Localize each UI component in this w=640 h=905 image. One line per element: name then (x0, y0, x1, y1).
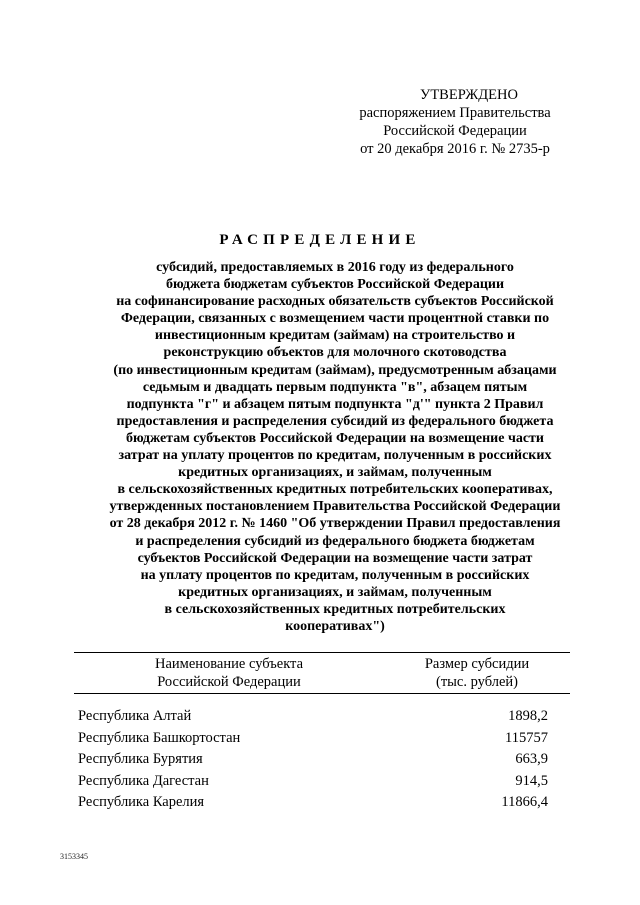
subsidy-value: 914,5 (515, 772, 548, 789)
header-subsidy-amount (384, 655, 570, 691)
region-name: Республика Алтай (78, 708, 192, 725)
subtitle-line: бюджетам субъектов Российской Федерации на возмещение части (126, 430, 544, 446)
subtitle-line: кредитных организациях, и займам, полученным (178, 465, 492, 481)
subtitle-line: и распределения субсидий из федерального бюджета бюджетам (135, 533, 535, 549)
subtitle-line: затрат на уплату процентов по кредитам, полученным в российских (118, 448, 552, 464)
table-row (74, 792, 570, 814)
subtitle-line: утвержденных постановлением Правительства Российской Федерации (109, 499, 561, 515)
subtitle-line: инвестиционным кредитам (займам) на строительство и (154, 328, 516, 344)
subtitle-line: (по инвестиционным кредитам (займам), предусмотренным абзацами (113, 362, 557, 378)
header-amount-line-2: (тыс. рублей) (436, 674, 518, 690)
document-title: РАСПРЕДЕЛЕНИЕ (219, 232, 421, 248)
subtitle-line: в сельскохозяйственных кредитных потребительских (164, 601, 506, 617)
subtitle-line: кооперативах") (285, 618, 385, 634)
approval-block (330, 86, 580, 158)
subtitle-line: седьмым и двадцать первым подпункта "в", абзацем пятым (142, 379, 528, 395)
table-row (74, 749, 570, 771)
subsidy-value: 11866,4 (501, 794, 548, 811)
subtitle-line: в сельскохозяйственных кредитных потребительских кооперативах, (117, 482, 553, 498)
subtitle-line: субсидий, предоставляемых в 2016 году из федерального (156, 260, 514, 275)
region-name: Республика Карелия (78, 794, 205, 811)
subtitle-line: на софинансирование расходных обязательств субъектов Российской (116, 294, 554, 310)
table-row (74, 771, 570, 793)
table-header (74, 652, 570, 694)
subtitle-line: бюджета бюджетам субъектов Российской Федерации (165, 277, 505, 293)
subsidy-value: 1898,2 (508, 708, 548, 725)
subtitle-line: Федерации, связанных с возмещением части процентной ставки по (120, 311, 550, 327)
subtitle-line: реконструкцию объектов для молочного скотоводства (163, 345, 507, 361)
subsidy-table (74, 652, 570, 814)
approval-heading: УТВЕРЖДЕНО (420, 87, 518, 103)
subtitle-line: предоставления и распределения субсидий из федерального бюджета (116, 413, 554, 429)
region-name: Республика Бурятия (78, 751, 203, 768)
subtitle-line: субъектов Российской Федерации на возмещение части затрат (137, 550, 533, 566)
table-row (74, 706, 570, 728)
approval-line-3: от 20 декабря 2016 г. № 2735-р (360, 141, 550, 157)
subsidy-value: 663,9 (515, 751, 548, 768)
subtitle-line: кредитных организациях, и займам, полученным (178, 584, 492, 600)
subtitle-line: на уплату процентов по кредитам, полученным в российских (140, 567, 530, 583)
subtitle-line: от 28 декабря 2012 г. № 1460 "Об утверждении Правил предоставления (109, 516, 561, 532)
subsidy-value: 115757 (505, 729, 548, 746)
region-name: Республика Дагестан (78, 772, 209, 789)
approval-line-2: Российской Федерации (383, 123, 527, 139)
document-code: 3153345 (60, 852, 88, 861)
table-body (74, 706, 570, 814)
header-region-line-2: Российской Федерации (157, 674, 301, 690)
header-region-name (74, 655, 384, 691)
header-amount-line-1: Размер субсидии (424, 656, 530, 672)
subtitle-line: подпункта "г" и абзацем пятым подпункта "д'" пункта 2 Правил (126, 396, 544, 412)
approval-line-1: распоряжением Правительства (359, 105, 551, 121)
header-region-line-1: Наименование субъекта (154, 656, 304, 672)
document-subtitle (40, 259, 630, 635)
region-name: Республика Башкортостан (78, 729, 241, 746)
table-row (74, 728, 570, 750)
